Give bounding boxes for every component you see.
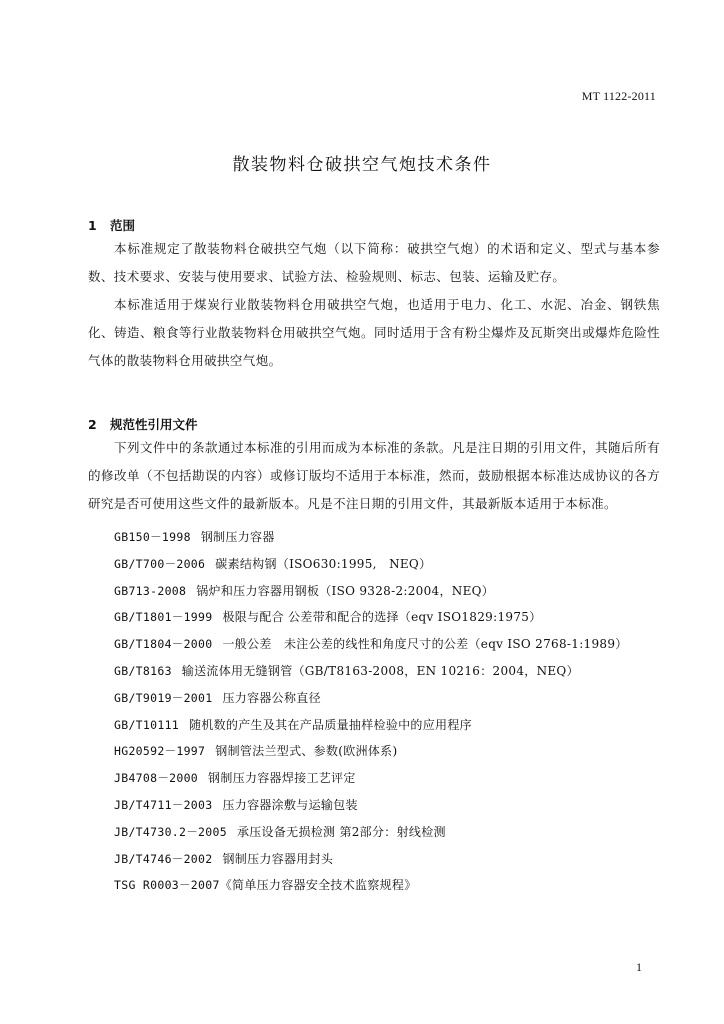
reference-item — [114, 608, 628, 635]
reference-item — [114, 555, 628, 582]
reference-title: 《简单压力容器安全技术监察规程》 — [219, 878, 417, 893]
reference-title: 钢制压力容器焊接工艺评定 — [208, 771, 356, 786]
section-2-heading — [88, 415, 198, 433]
reference-code: GB/T10111 — [114, 717, 180, 732]
page-number: 1 — [636, 960, 642, 974]
section-2-number: 2 — [88, 417, 97, 432]
section-1-number: 1 — [88, 218, 97, 233]
reference-title: 承压设备无损检测 第2部分：射线检测 — [236, 824, 446, 839]
reference-title: 一般公差 未注公差的线性和角度尺寸的公差（eqv ISO 2768-1:1989） — [222, 637, 628, 652]
reference-item — [114, 823, 628, 850]
reference-list — [114, 528, 628, 903]
reference-item — [114, 635, 628, 662]
reference-code: GB/T700－2006 — [114, 556, 206, 571]
reference-code: JB/T4746－2002 — [114, 851, 213, 866]
reference-item — [114, 662, 628, 689]
reference-item — [114, 582, 628, 609]
section-1-title: 范围 — [110, 218, 136, 233]
reference-code: HG20592－1997 — [114, 744, 206, 759]
reference-item — [114, 796, 628, 823]
reference-item — [114, 528, 628, 555]
reference-title: 钢制管法兰型式、参数(欧洲体系) — [215, 744, 398, 759]
reference-code: JB4708－2000 — [114, 771, 199, 786]
reference-code: GB713-2008 — [114, 583, 187, 598]
reference-code: GB/T8163 — [114, 663, 172, 678]
reference-code: GB/T1801－1999 — [114, 610, 213, 625]
reference-code: JB/T4711－2003 — [114, 797, 213, 812]
reference-title: 碳素结构钢（ISO630:1995, NEQ） — [215, 556, 432, 571]
document-title: 散装物料仓破拱空气炮技术条件 — [232, 155, 492, 175]
reference-title: 钢制压力容器 — [200, 530, 275, 544]
reference-code: TSG R0003－2007 — [114, 878, 220, 893]
section-1-paragraph-1: 本标准规定了散装物料仓破拱空气炮（以下简称：破拱空气炮）的术语和定义、型式与基本参数、技术要求、安装与使用要求、试验方法、检验规则、标志、包装、运输及贮存。 — [88, 241, 660, 284]
section-2-title: 规范性引用文件 — [110, 417, 198, 432]
reference-item — [114, 850, 628, 877]
reference-item — [114, 689, 628, 716]
reference-code: GB/T1804－2000 — [114, 637, 213, 652]
reference-code: JB/T4730.2－2005 — [114, 824, 227, 839]
reference-item — [114, 769, 628, 796]
reference-title: 钢制压力容器用封头 — [222, 851, 334, 866]
reference-item — [114, 876, 628, 903]
reference-title: 锅炉和压力容器用钢板（ISO 9328-2:2004，NEQ） — [196, 583, 495, 598]
section-2-intro: 下列文件中的条款通过本标准的引用而成为本标准的条款。凡是注日期的引用文件，其随后所有的修改单（不包括勘误的内容）或修订版均不适用于本标准，然而，鼓励根据本标准达成协议的各方研究是否可使用这些文件的最新版本。凡是不注日期的引用文件，其最新版本适用于本标准。 — [88, 440, 660, 511]
reference-title: 输送流体用无缝钢管（GB/T8163-2008，EN 10216：2004，NEQ） — [181, 663, 579, 678]
section-1-heading — [88, 216, 135, 234]
reference-item — [114, 716, 628, 743]
reference-title: 压力容器公称直径 — [222, 690, 321, 705]
reference-title: 随机数的产生及其在产品质量抽样检验中的应用程序 — [189, 717, 472, 732]
section-1-paragraph-2: 本标准适用于煤炭行业散装物料仓用破拱空气炮，也适用于电力、化工、水泥、冶金、钢铁焦化、铸造、粮食等行业散装物料仓用破拱空气炮。同时适用于含有粉尘爆炸及瓦斯突出或爆炸危险性气体的散装物料仓用破拱空气炮。 — [88, 297, 660, 368]
reference-code: GB/T9019－2001 — [114, 690, 213, 705]
reference-code: GB150－1998 — [114, 530, 191, 544]
standard-code: MT 1122-2011 — [581, 89, 656, 103]
reference-title: 极限与配合 公差带和配合的选择（eqv ISO1829:1975） — [222, 610, 542, 625]
reference-item — [114, 742, 628, 769]
reference-title: 压力容器涂敷与运输包装 — [222, 797, 358, 812]
